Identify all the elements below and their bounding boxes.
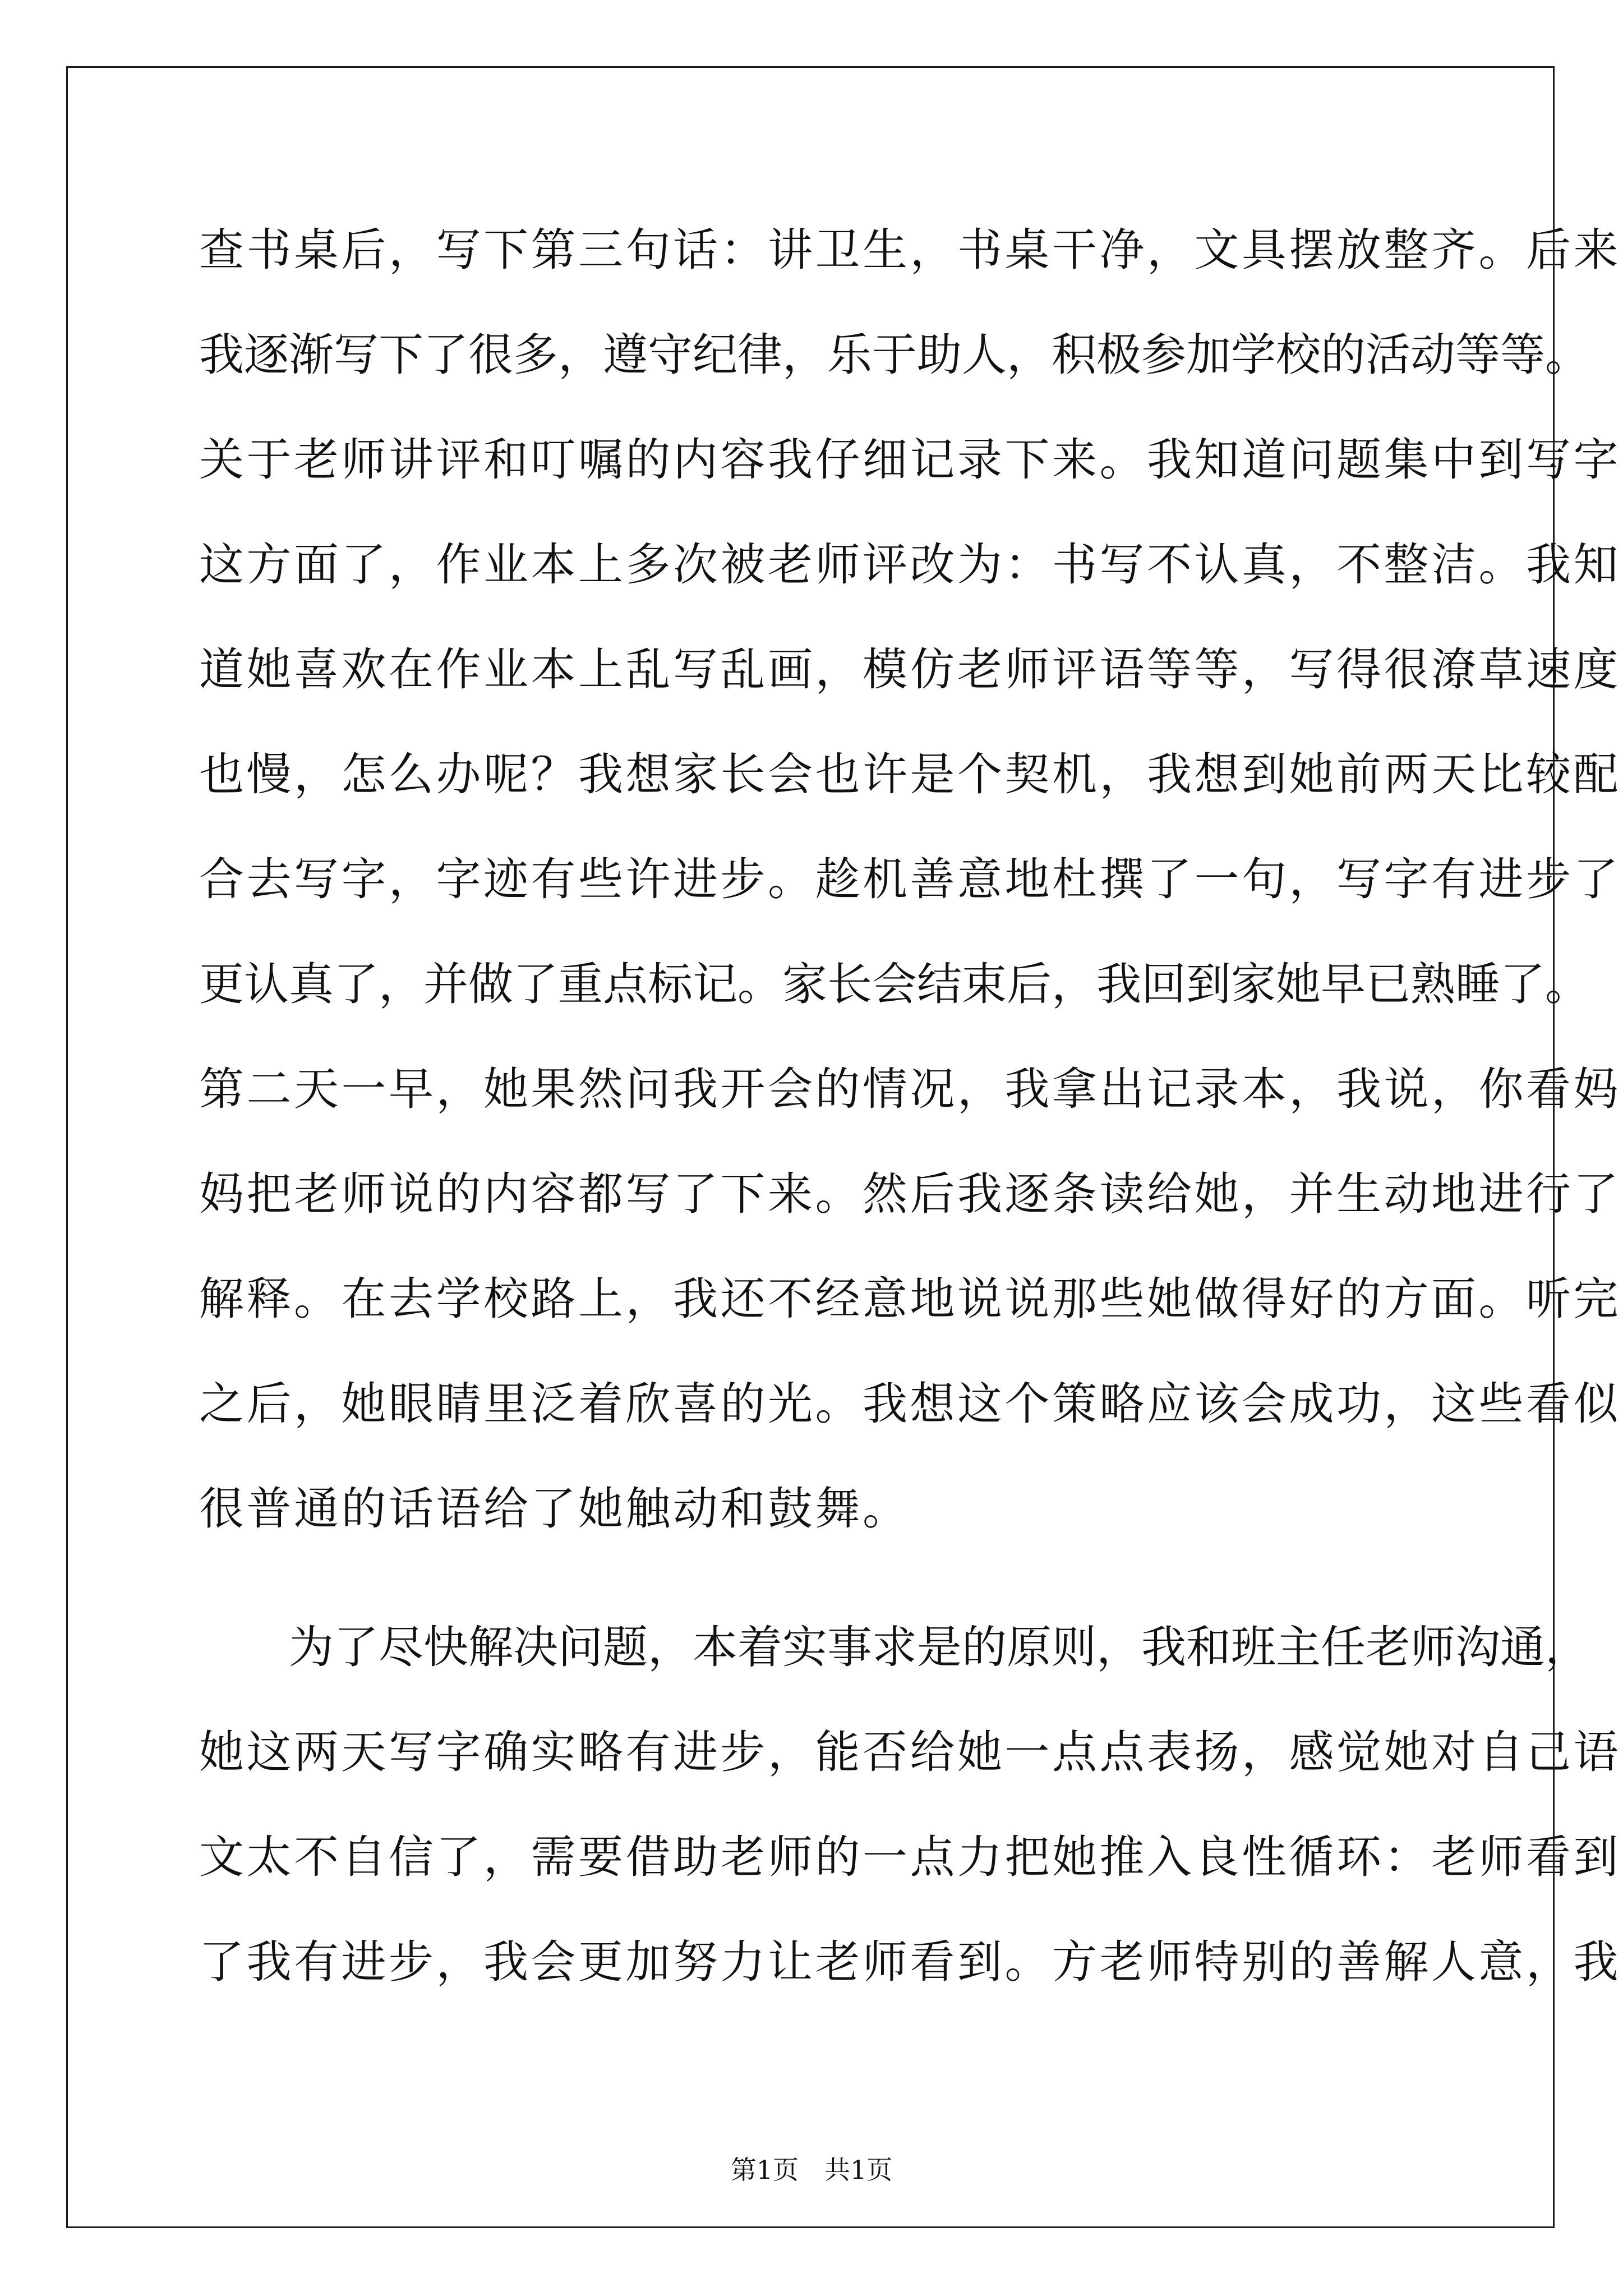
page-number: 第1页 共1页 — [730, 2155, 893, 2185]
text-line: 我逐渐写下了很多，遵守纪律，乐于助人，积极参加学校的活动等等。 — [199, 329, 1590, 381]
text-line: 也慢，怎么办呢？我想家长会也许是个契机，我想到她前两天比较配 — [199, 748, 1621, 800]
paragraph-gap — [199, 1561, 1444, 1595]
text-line: 之后，她眼睛里泛着欣喜的光。我想这个策略应该会成功，这些看似 — [199, 1378, 1621, 1430]
text-line: 妈把老师说的内容都写了下来。然后我逐条读给她，并生动地进行了 — [199, 1168, 1621, 1220]
text-line: 她这两天写字确实略有进步，能否给她一点点表扬，感觉她对自己语 — [199, 1726, 1621, 1778]
text-line: 解释。在去学校路上，我还不经意地说说那些她做得好的方面。听完 — [199, 1273, 1621, 1325]
document-body — [199, 197, 1621, 2014]
paragraph-2 — [199, 1595, 1621, 2014]
text-line: 文太不自信了，需要借助老师的一点力把她推入良性循环：老师看到 — [199, 1831, 1621, 1883]
text-line: 很普通的话语给了她触动和鼓舞。 — [199, 1483, 910, 1535]
text-line: 合去写字，字迹有些许进步。趁机善意地杜撰了一句，写字有进步了 — [199, 853, 1621, 905]
paragraph-1 — [199, 197, 1621, 1561]
text-line: 关于老师讲评和叮嘱的内容我仔细记录下来。我知道问题集中到写字 — [199, 434, 1621, 486]
text-line: 了我有进步，我会更加努力让老师看到。方老师特别的善解人意，我 — [199, 1936, 1621, 1988]
text-line: 第二天一早，她果然问我开会的情况，我拿出记录本，我说，你看妈 — [199, 1063, 1621, 1115]
text-line: 查书桌后，写下第三句话：讲卫生，书桌干净，文具摆放整齐。后来 — [199, 224, 1621, 276]
text-line: 道她喜欢在作业本上乱写乱画，模仿老师评语等等，写得很潦草速度 — [199, 643, 1621, 696]
text-line: 为了尽快解决问题，本着实事求是的原则，我和班主任老师沟通， — [289, 1621, 1590, 1673]
text-line: 更认真了，并做了重点标记。家长会结束后，我回到家她早已熟睡了。 — [199, 958, 1590, 1010]
text-line: 这方面了，作业本上多次被老师评改为：书写不认真，不整洁。我知 — [199, 539, 1621, 591]
